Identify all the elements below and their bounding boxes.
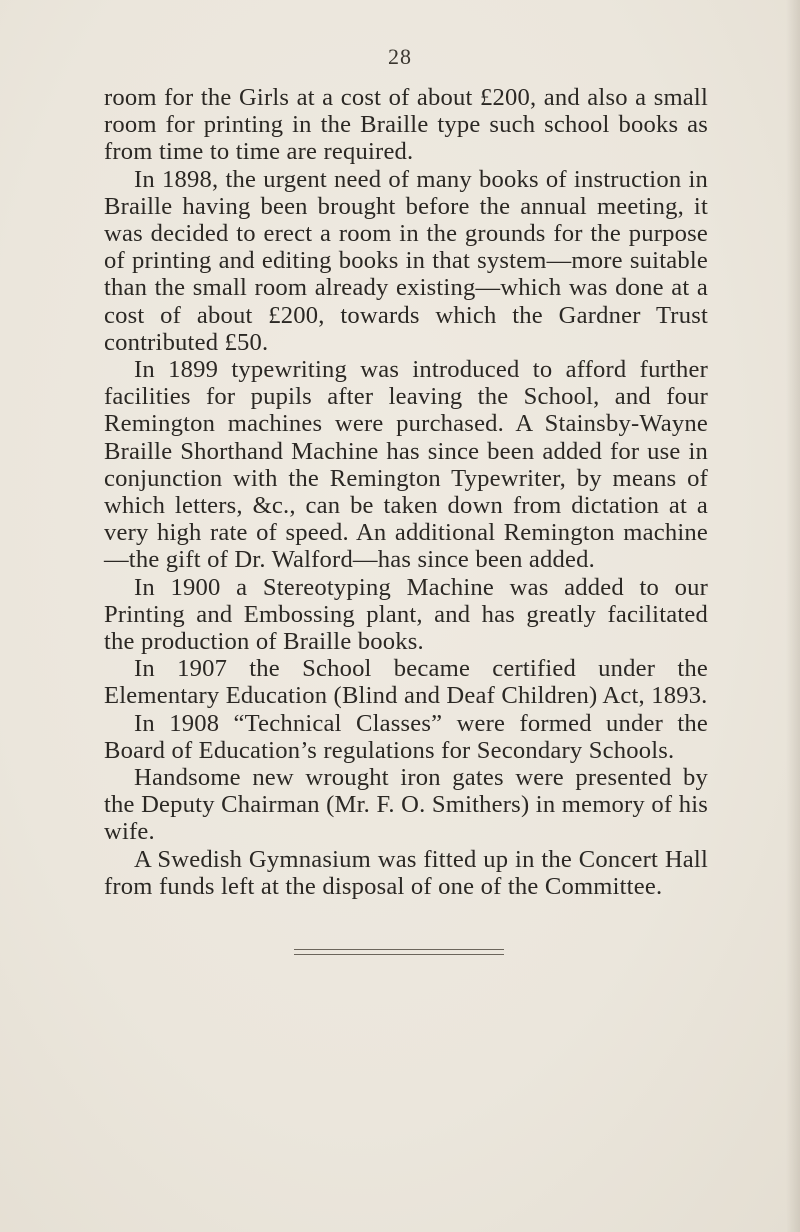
page-number: 28: [388, 44, 412, 69]
paragraph-1898: In 1898, the urgent need of many books of instruction in Braille having been brought before the annual meeting, it was decided to erect a room in the grounds for the purpose of printing and editing books in that system—more suitable than the small room already existing—which was done at a cost of about £200, towards which the Gardner Trust contributed £50.: [104, 165, 708, 356]
paragraph-1899: In 1899 typewriting was introduced to afford further facilities for pupils after leaving the School, and four Remington machines were purchased. A Stainsby-Wayne Braille Shorthand Machine has since been added for use in conjunction with the Remington Typewriter, by means of which letters, &c., can be taken down from dictation at a very high rate of speed. An additional Remington machine—the gift of Dr. Walford—has since been added.: [104, 356, 708, 574]
page-edge-shadow: [786, 0, 800, 1232]
body-text: [104, 84, 708, 900]
paragraph-1900: In 1900 a Stereotyping Machine was added to our Printing and Embossing plant, and has greatly facilitated the production of Braille books.: [104, 573, 708, 656]
paragraph-gates: Handsome new wrought iron gates were presented by the Deputy Chairman (Mr. F. O. Smithers) in memory of his wife.: [104, 764, 708, 846]
end-rule-top: [294, 949, 504, 950]
paragraph-gymnasium: A Swedish Gymnasium was fitted up in the Concert Hall from funds left at the disposal of one of the Committee.: [104, 845, 708, 900]
paragraph-1907: In 1907 the School became certified under the Elementary Education (Blind and Deaf Children) Act, 1893.: [104, 655, 708, 710]
paragraph-1908: In 1908 “Technical Classes” were formed under the Board of Education’s regulations for Secondary Schools.: [104, 709, 708, 764]
end-rule-bottom: [294, 954, 504, 955]
paragraph-continuation: room for the Girls at a cost of about £200, and also a small room for printing in the Braille type such school books as from time to time are required.: [104, 84, 708, 166]
